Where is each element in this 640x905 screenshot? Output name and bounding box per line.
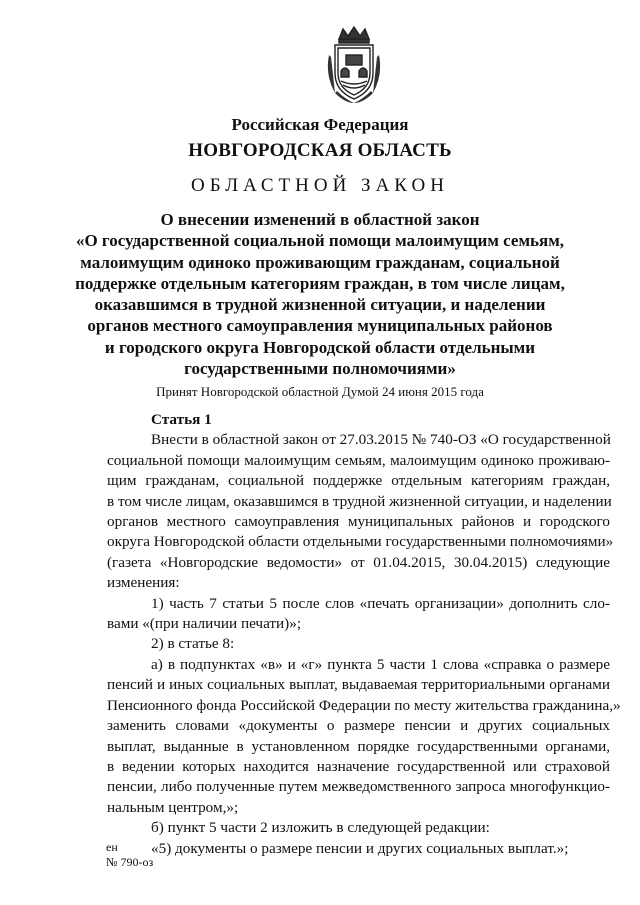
body-line: вами «(при наличии печати)»; [107, 615, 302, 633]
adoption-note: Принят Новгородской областной Думой 24 июня 2015 года [156, 384, 484, 399]
title-line: малоимущим одиноко проживающим гражданам, социальной [80, 252, 560, 272]
body-line: Пенсионного фонда Российской Федерации по месту жительства гражданина,» [107, 696, 621, 714]
title-line: О внесении изменений в областной закон [160, 210, 480, 229]
title-line: оказавшимся в трудной жизненной ситуации, и наделении [94, 295, 546, 315]
body-line: «5) документы о размере пенсии и других социальных выплат.»; [151, 839, 569, 857]
body-line: нальным центром,»; [107, 798, 239, 816]
body-line: 1) часть 7 статьи 5 после слов «печать организации» дополнить сло- [151, 594, 610, 612]
body-line: заменить словами «документы о размере пенсии и других социальных [107, 717, 610, 735]
title-line: поддержке отдельным категориям граждан, в том числе лицам, [75, 273, 565, 293]
body-line: пенсий и иных социальных выплат, выдаваемая территориальными органами [107, 676, 610, 694]
law-title [0, 209, 640, 379]
body-line: 2) в статье 8: [151, 635, 235, 653]
footer-number: № 790-оз [106, 855, 154, 869]
body-line: округа Новгородской области отдельными государственными полномочиями» [107, 533, 614, 551]
article-heading: Статья 1 [151, 411, 212, 428]
body-line: пенсии, либо полученные путем межведомственного запроса многофункцио- [107, 778, 610, 796]
region-label: НОВГОРОДСКАЯ ОБЛАСТЬ [188, 140, 452, 161]
body-line: в ведении которых находится назначение государственной или страховой [107, 757, 610, 775]
body-line: а) в подпунктах «в» и «г» пункта 5 части 1 слова «справка о размере [151, 655, 610, 673]
body-line: Внести в областной закон от 27.03.2015 № 740-ОЗ «О государственной [151, 431, 611, 449]
title-line: и городского округа Новгородской области отдельными [104, 337, 536, 357]
coat-of-arms-emblem [321, 25, 387, 105]
body-line: (газета «Новгородские ведомости» от 01.04.2015, 30.04.2015) следующие [107, 553, 610, 571]
title-line: органов местного самоуправления муниципальных районов [87, 316, 553, 336]
federation-label: Российская Федерация [231, 115, 409, 134]
body-line: выплат, выданные в установленном порядке государственными органами, [107, 737, 610, 755]
footer-initials: ен [106, 840, 118, 854]
law-body [107, 410, 621, 859]
body-text [107, 430, 621, 859]
title-line: «О государственной социальной помощи малоимущим семьям, [75, 231, 565, 251]
body-line: изменения: [107, 574, 180, 592]
body-line: щим гражданам, социальной поддержке отдельным категориям граждан, [107, 472, 610, 490]
body-line: социальной помощи малоимущим семьям, малоимущим одиноко проживаю- [107, 451, 610, 469]
body-line: б) пункт 5 части 2 изложить в следующей редакции: [151, 819, 490, 837]
body-line: органов местного самоуправления муниципальных районов и городского [107, 513, 610, 531]
footer-note [106, 840, 153, 870]
title-line: государственными полномочиями» [184, 359, 456, 379]
law-type-label: ОБЛАСТНОЙ ЗАКОН [191, 175, 449, 196]
body-line: в том числе лицам, оказавшимся в трудной жизненной ситуации, и наделении [107, 492, 612, 510]
